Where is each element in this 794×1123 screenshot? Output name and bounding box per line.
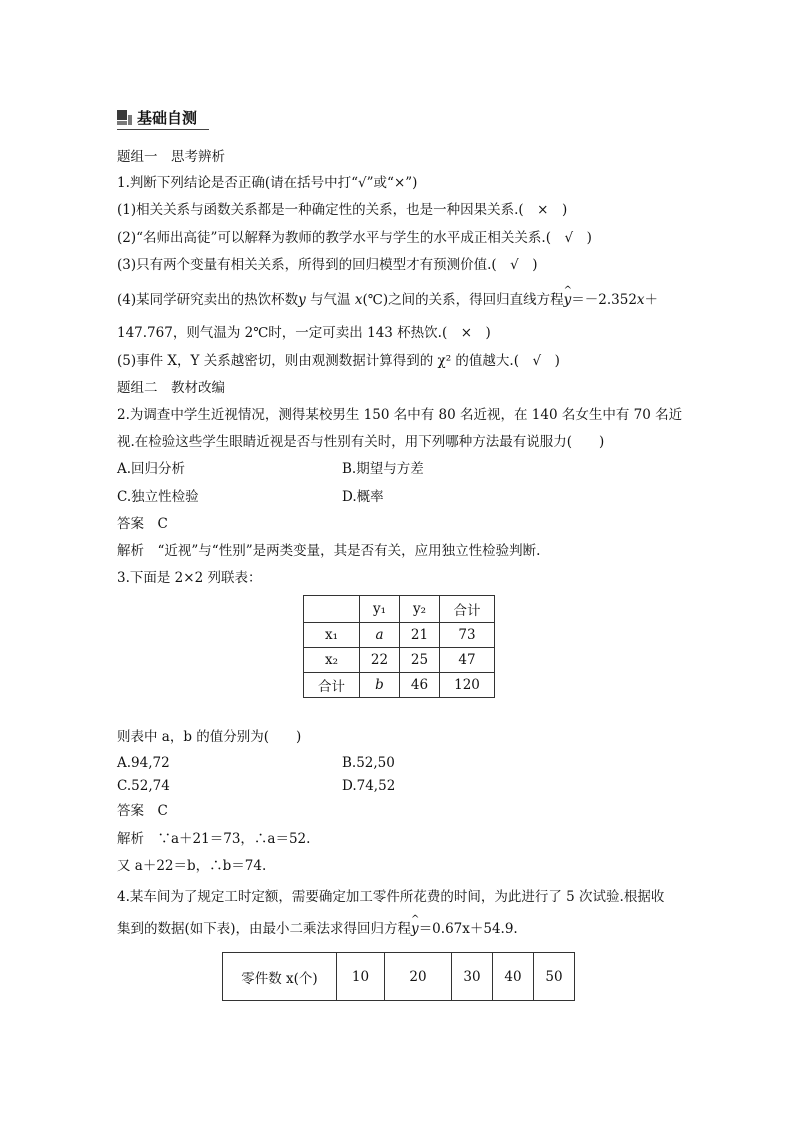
q2-answer: 答案 C [117, 516, 168, 532]
y-hat: ^ y [411, 920, 419, 938]
table-cell: x₂ [304, 648, 360, 673]
parts-table [222, 952, 575, 1001]
q2-option-d: D.概率 [342, 489, 384, 505]
q1-item-1: (1)相关关系与函数关系都是一种确定性的关系，也是一种因果关系.( × ) [117, 202, 568, 218]
q2-option-c: C.独立性检验 [117, 489, 199, 505]
q1-item-4-text-d: ＝－2.352 [571, 292, 637, 308]
table-header-row [304, 596, 495, 623]
var-y: y [298, 292, 306, 308]
q3-option-d: D.74,52 [342, 778, 396, 794]
table-cell: y₁ [360, 596, 400, 623]
q2-option-a: A.回归分析 [117, 461, 186, 477]
table-cell: 46 [400, 673, 440, 698]
q3-option-a: A.94,72 [117, 755, 170, 771]
q2-line2: 视.在检验这些学生眼睛近视是否与性别有关时，用下列哪种方法最有说服力( ) [117, 434, 605, 450]
q3-option-c: C.52,74 [117, 778, 170, 794]
var-x: x [636, 292, 645, 308]
q2-line1: 2.为调查中学生近视情况，测得某校男生 150 名中有 80 名近视，在 140 名女生中有 70 名近 [117, 407, 683, 423]
q3-option-b: B.52,50 [342, 755, 395, 771]
group1-title: 题组一 思考辨析 [117, 149, 225, 165]
q2-option-b: B.期望与方差 [342, 461, 424, 477]
section-square-icon [117, 110, 132, 125]
q4-line1: 4.某车间为了规定工时定额，需要确定加工零件所花费的时间，为此进行了 5 次试验.根据收 [117, 889, 665, 905]
section-header [117, 108, 209, 128]
contingency-table [303, 595, 495, 698]
table-cell: x₁ [304, 623, 360, 648]
table-cell: 20 [385, 953, 452, 1001]
table-cell: 22 [360, 648, 400, 673]
y-hat: ^ y [564, 291, 572, 309]
table-cell: 120 [440, 673, 495, 698]
q4-line2 [117, 920, 518, 938]
table-cell: 30 [452, 953, 493, 1001]
q1-item-4-line1 [117, 291, 658, 309]
q3-analysis-1: 解析 ∵a＋21＝73，∴a＝52. [117, 831, 311, 847]
table-cell: 73 [440, 623, 495, 648]
table-cell: 合计 [440, 596, 495, 623]
table-cell: y₂ [400, 596, 440, 623]
q4-line2-text-a: 集到的数据(如下表)，由最小二乘法求得回归方程 [117, 921, 412, 937]
table-cell: a [360, 623, 400, 648]
table-cell: 合计 [304, 673, 360, 698]
q3-intro: 3.下面是 2×2 列联表： [117, 570, 262, 586]
table-row [304, 673, 495, 698]
table-cell: 47 [440, 648, 495, 673]
table-cell: 40 [493, 953, 534, 1001]
table-row [304, 648, 495, 673]
section-divider [117, 129, 209, 130]
table-header-row [223, 953, 575, 1001]
group2-title: 题组二 教材改编 [117, 380, 225, 396]
q1-item-4-text-c: (℃)之间的关系，得回归直线方程 [362, 292, 564, 308]
q1-item-4-text-e: ＋ [644, 292, 659, 308]
q1-item-4-text-a: (4)某同学研究卖出的热饮杯数 [117, 292, 299, 308]
q1-item-4-line2: 147.767，则气温为 2℃时，一定可卖出 143 杯热饮.( × ) [117, 325, 491, 341]
table-cell: b [360, 673, 400, 698]
q1-item-2: (2)“名师出高徒”可以解释为教师的教学水平与学生的水平成正相关关系.( √ ) [117, 230, 592, 246]
section-title: 基础自测 [137, 109, 198, 127]
q3-question: 则表中 a，b 的值分别为( ) [117, 729, 302, 745]
q1-item-3: (3)只有两个变量有相关关系，所得到的回归模型才有预测价值.( √ ) [117, 257, 538, 273]
q1-item-5: (5)事件 X，Y 关系越密切，则由观测数据计算得到的 χ² 的值越大.( √ ) [117, 353, 560, 369]
table-cell: 21 [400, 623, 440, 648]
q1-stem: 1.判断下列结论是否正确(请在括号中打“√”或“×”) [117, 175, 418, 191]
table-cell [304, 596, 360, 623]
q3-answer: 答案 C [117, 803, 168, 819]
table-row [304, 623, 495, 648]
table-cell: 25 [400, 648, 440, 673]
q2-analysis: 解析 “近视”与“性别”是两类变量，其是否有关，应用独立性检验判断. [117, 543, 541, 559]
table-cell: 10 [337, 953, 385, 1001]
q3-analysis-2: 又 a＋22＝b，∴b＝74. [117, 858, 267, 874]
table-cell: 零件数 x(个) [223, 953, 337, 1001]
table-cell: 50 [534, 953, 575, 1001]
q1-item-4-text-b: 与气温 [305, 292, 355, 308]
q4-line2-text-b: ＝0.67x＋54.9. [418, 921, 518, 937]
var-x: x [354, 292, 363, 308]
